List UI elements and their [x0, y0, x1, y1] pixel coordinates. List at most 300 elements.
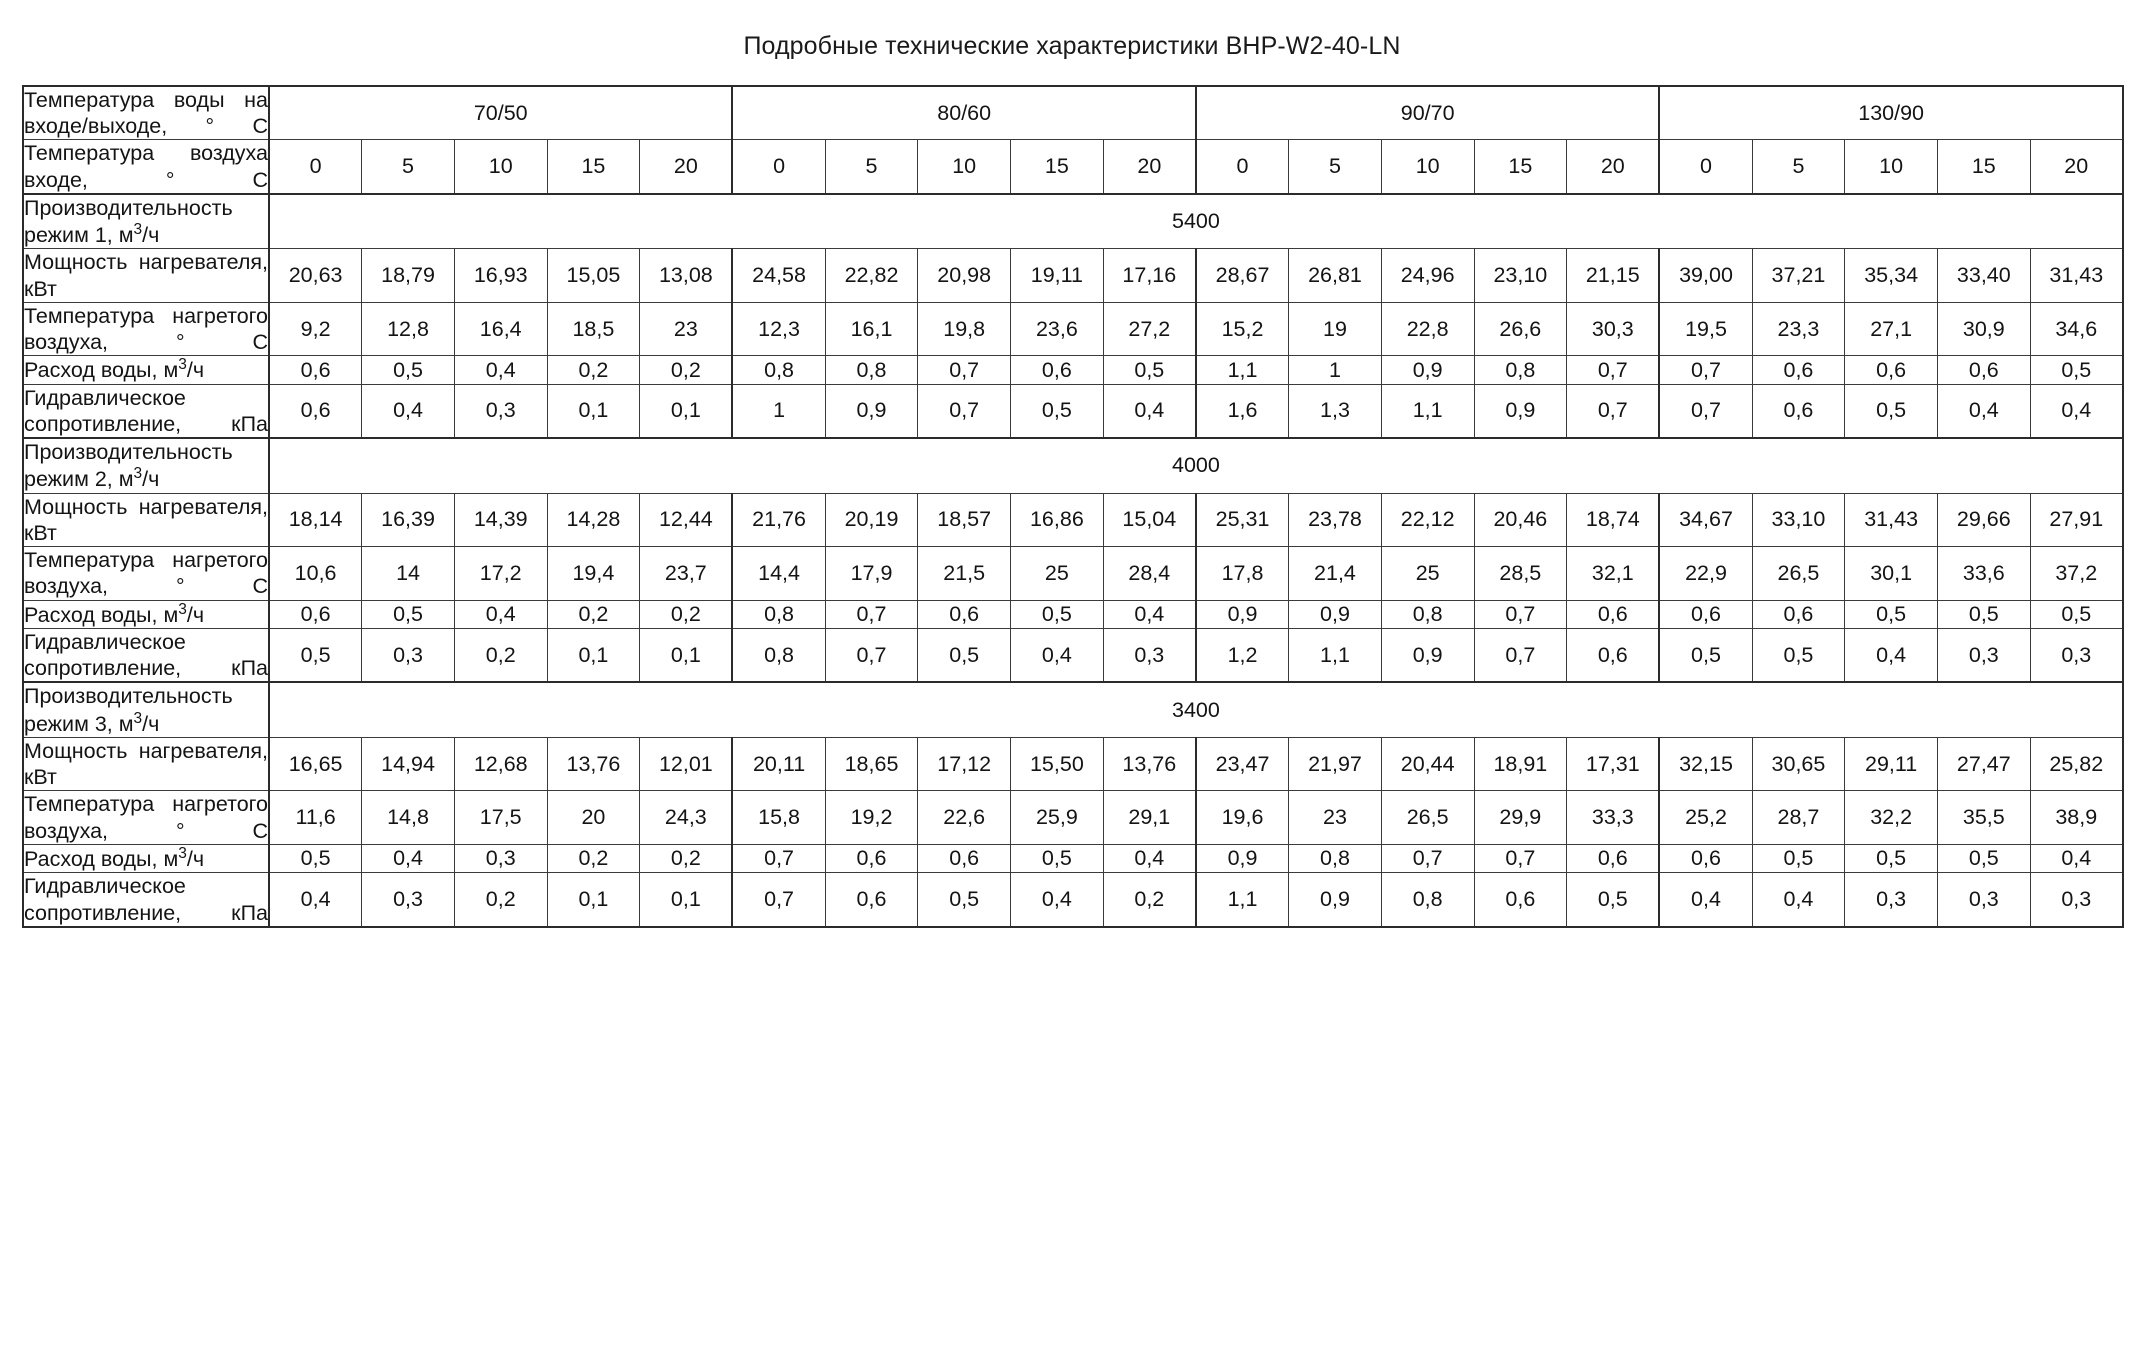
table-cell: 0,4: [1845, 629, 1938, 683]
table-cell: 0,6: [825, 873, 918, 927]
table-cell: 0,7: [1659, 384, 1752, 438]
table-cell: 23,10: [1474, 249, 1567, 302]
table-cell: 28,67: [1196, 249, 1289, 302]
table-cell: 31,43: [1845, 493, 1938, 546]
table-cell: 0,5: [269, 844, 362, 872]
table-cell: 0,8: [1381, 600, 1474, 628]
row-label: Производительность режим 3, $м^3/ч$: [23, 682, 269, 737]
table-cell: 0,4: [1103, 384, 1196, 438]
table-cell: 21,76: [732, 493, 825, 546]
table-cell: 0,5: [1937, 600, 2030, 628]
table-cell: 17,31: [1567, 738, 1660, 791]
table-cell: 0,6: [1752, 356, 1845, 384]
table-cell: 0,7: [1381, 844, 1474, 872]
table-row: [23, 140, 2123, 194]
table-row: [23, 629, 2123, 683]
table-cell: 0,6: [1845, 356, 1938, 384]
table-cell: 12,44: [640, 493, 733, 546]
table-cell: 14,28: [547, 493, 640, 546]
table-cell: 1,3: [1289, 384, 1382, 438]
table-cell: 23,78: [1289, 493, 1382, 546]
table-cell: 0,3: [2030, 873, 2123, 927]
table-cell: 0,5: [1659, 629, 1752, 683]
row-label: Гидравлическое сопротивление, кПа: [23, 629, 269, 683]
table-cell: 17,9: [825, 547, 918, 600]
row-label: Температура нагретого воздуха, ° С: [24, 303, 268, 355]
table-cell: 5: [825, 140, 918, 194]
table-cell: 33,10: [1752, 493, 1845, 546]
water-temp-group-header: 130/90: [1659, 86, 2122, 140]
table-cell: 0,4: [2030, 384, 2123, 438]
table-cell: 0,8: [1474, 356, 1567, 384]
table-cell: 0,5: [1011, 600, 1104, 628]
table-cell: 18,65: [825, 738, 918, 791]
specifications-table: [22, 85, 2124, 928]
table-cell: 24,58: [732, 249, 825, 302]
table-cell: 5: [1752, 140, 1845, 194]
table-cell: 0,4: [1103, 600, 1196, 628]
table-cell: 19: [1289, 302, 1382, 355]
table-cell: 1: [732, 384, 825, 438]
table-cell: 32,2: [1845, 791, 1938, 844]
table-cell: 26,81: [1289, 249, 1382, 302]
table-cell: 0,2: [1103, 873, 1196, 927]
table-cell: 19,5: [1659, 302, 1752, 355]
table-cell: 0,8: [732, 356, 825, 384]
table-cell: 20: [547, 791, 640, 844]
table-cell: 0,5: [1937, 844, 2030, 872]
table-cell: 0,7: [732, 844, 825, 872]
table-cell: 0,5: [362, 356, 455, 384]
table-cell: 0,1: [547, 384, 640, 438]
table-cell: 13,08: [640, 249, 733, 302]
table-cell: 0,4: [1937, 384, 2030, 438]
table-cell: 30,65: [1752, 738, 1845, 791]
water-temp-group-header: 70/50: [269, 86, 732, 140]
table-cell: 0,7: [1474, 844, 1567, 872]
row-label: Мощность нагревателя, кВт: [24, 494, 268, 545]
capacity-value: 3400: [269, 682, 2123, 737]
table-cell: 28,4: [1103, 547, 1196, 600]
table-cell: 30,1: [1845, 547, 1938, 600]
table-cell: 0,9: [1381, 356, 1474, 384]
table-cell: 0,3: [454, 844, 547, 872]
table-cell: 0,3: [1937, 629, 2030, 683]
table-cell: 19,4: [547, 547, 640, 600]
table-cell: 0,7: [825, 629, 918, 683]
row-label: Производительность режим 1, $м^3/ч$: [23, 194, 269, 249]
table-cell: 16,39: [362, 493, 455, 546]
table-cell: 0: [1196, 140, 1289, 194]
table-cell: 32,1: [1567, 547, 1660, 600]
table-cell: 0,6: [918, 600, 1011, 628]
row-label: Расход воды, $м^3/ч$: [23, 600, 269, 628]
table-row: [23, 384, 2123, 438]
table-cell: 14,4: [732, 547, 825, 600]
table-cell: 25,9: [1011, 791, 1104, 844]
table-cell: 26,5: [1752, 547, 1845, 600]
table-cell: 0,8: [732, 600, 825, 628]
table-cell: 19,6: [1196, 791, 1289, 844]
table-cell: 0,7: [1567, 384, 1660, 438]
table-cell: 0,6: [1474, 873, 1567, 927]
table-cell: 10: [1845, 140, 1938, 194]
table-row: [23, 600, 2123, 628]
table-row: [23, 356, 2123, 384]
table-cell: 18,91: [1474, 738, 1567, 791]
table-cell: 22,82: [825, 249, 918, 302]
row-label: Мощность нагревателя, кВт: [24, 739, 268, 790]
table-cell: 20: [640, 140, 733, 194]
table-cell: 0,9: [1381, 629, 1474, 683]
table-cell: 1: [1289, 356, 1382, 384]
table-cell: 12,01: [640, 738, 733, 791]
table-cell: 0,7: [1567, 356, 1660, 384]
table-cell: 21,4: [1289, 547, 1382, 600]
table-cell: 35,34: [1845, 249, 1938, 302]
table-cell: 29,66: [1937, 493, 2030, 546]
table-cell: 0,1: [640, 873, 733, 927]
table-cell: 15,8: [732, 791, 825, 844]
table-cell: 0,5: [918, 629, 1011, 683]
table-cell: 29,11: [1845, 738, 1938, 791]
table-cell: 20: [2030, 140, 2123, 194]
table-cell: 17,5: [454, 791, 547, 844]
table-cell: 37,21: [1752, 249, 1845, 302]
table-cell: 0,6: [1659, 844, 1752, 872]
table-cell: 20: [1567, 140, 1660, 194]
row-label: Гидравлическое сопротивление, кПа: [23, 873, 269, 927]
table-cell: 16,1: [825, 302, 918, 355]
table-cell: 33,6: [1937, 547, 2030, 600]
table-cell: 25,2: [1659, 791, 1752, 844]
table-cell: 0,2: [640, 356, 733, 384]
page-title: Подробные технические характеристики BHP-W2-40-LN: [743, 32, 1401, 60]
table-cell: 39,00: [1659, 249, 1752, 302]
table-cell: 0,2: [454, 873, 547, 927]
table-cell: 15,04: [1103, 493, 1196, 546]
table-cell: 22,9: [1659, 547, 1752, 600]
table-cell: 0,6: [1659, 600, 1752, 628]
table-cell: 0,5: [1103, 356, 1196, 384]
table-cell: 1,1: [1196, 356, 1289, 384]
table-cell: 19,8: [918, 302, 1011, 355]
table-cell: 10,6: [269, 547, 362, 600]
table-cell: 15: [1011, 140, 1104, 194]
table-cell: 0,3: [454, 384, 547, 438]
capacity-value: 4000: [269, 438, 2123, 493]
table-cell: 14,8: [362, 791, 455, 844]
table-cell: 1,1: [1381, 384, 1474, 438]
table-cell: 0,5: [1011, 384, 1104, 438]
table-cell: 1,1: [1196, 873, 1289, 927]
table-cell: 0,1: [547, 629, 640, 683]
table-cell: 0,6: [269, 600, 362, 628]
table-cell: 21,97: [1289, 738, 1382, 791]
table-cell: 0,4: [454, 356, 547, 384]
table-cell: 0,8: [1289, 844, 1382, 872]
table-row: [23, 194, 2123, 249]
table-cell: 22,8: [1381, 302, 1474, 355]
table-cell: 32,15: [1659, 738, 1752, 791]
table-cell: 24,3: [640, 791, 733, 844]
table-cell: 0,4: [1103, 844, 1196, 872]
capacity-value: 5400: [269, 194, 2123, 249]
table-cell: 28,7: [1752, 791, 1845, 844]
table-cell: 0,4: [362, 384, 455, 438]
table-cell: 14,39: [454, 493, 547, 546]
table-cell: 25: [1381, 547, 1474, 600]
table-cell: 29,1: [1103, 791, 1196, 844]
table-cell: 27,1: [1845, 302, 1938, 355]
table-cell: 0,5: [2030, 600, 2123, 628]
table-row: [23, 438, 2123, 493]
table-cell: 10: [1381, 140, 1474, 194]
table-cell: 38,9: [2030, 791, 2123, 844]
table-cell: 9,2: [269, 302, 362, 355]
table-cell: 20,11: [732, 738, 825, 791]
table-cell: 26,5: [1381, 791, 1474, 844]
table-cell: 22,6: [918, 791, 1011, 844]
table-cell: 23: [640, 302, 733, 355]
table-cell: 0,4: [1011, 873, 1104, 927]
table-cell: 0,6: [825, 844, 918, 872]
table-cell: 0,2: [454, 629, 547, 683]
table-cell: 0,6: [918, 844, 1011, 872]
table-cell: 17,2: [454, 547, 547, 600]
table-cell: 0,9: [1289, 600, 1382, 628]
table-cell: 20,19: [825, 493, 918, 546]
table-cell: 12,3: [732, 302, 825, 355]
table-cell: 0,6: [1752, 600, 1845, 628]
table-cell: 12,8: [362, 302, 455, 355]
table-cell: 27,47: [1937, 738, 2030, 791]
table-cell: 18,5: [547, 302, 640, 355]
table-cell: 0,7: [918, 356, 1011, 384]
table-cell: 0,9: [1474, 384, 1567, 438]
row-label: Температура воздуха входе, ° С: [23, 140, 269, 194]
table-cell: 16,93: [454, 249, 547, 302]
table-cell: 0,5: [362, 600, 455, 628]
table-cell: 1,1: [1289, 629, 1382, 683]
table-cell: 0,3: [362, 873, 455, 927]
table-cell: 0,6: [269, 356, 362, 384]
table-cell: 31,43: [2030, 249, 2123, 302]
table-row: [23, 682, 2123, 737]
table-row: [23, 547, 2123, 600]
table-cell: 21,5: [918, 547, 1011, 600]
table-cell: 15,2: [1196, 302, 1289, 355]
table-cell: 34,67: [1659, 493, 1752, 546]
table-row: [23, 302, 2123, 355]
table-cell: 10: [918, 140, 1011, 194]
table-row: [23, 86, 2123, 140]
table-cell: 13,76: [547, 738, 640, 791]
table-cell: 0,5: [1752, 629, 1845, 683]
table-cell: 0,2: [547, 600, 640, 628]
table-cell: 0,1: [547, 873, 640, 927]
table-cell: 16,65: [269, 738, 362, 791]
table-cell: 0,9: [1196, 844, 1289, 872]
table-cell: 0,6: [1567, 844, 1660, 872]
table-cell: 14: [362, 547, 455, 600]
table-cell: 12,68: [454, 738, 547, 791]
table-cell: 22,12: [1381, 493, 1474, 546]
table-cell: 23,3: [1752, 302, 1845, 355]
table-cell: 0,3: [1845, 873, 1938, 927]
table-cell: 0,7: [1474, 600, 1567, 628]
table-cell: 19,11: [1011, 249, 1104, 302]
table-cell: 0,4: [362, 844, 455, 872]
row-label: Температура воды на входе/выходе, ° С: [24, 88, 268, 139]
row-label: Расход воды, $м^3/ч$: [23, 844, 269, 872]
table-cell: 27,2: [1103, 302, 1196, 355]
table-cell: 0,4: [269, 873, 362, 927]
table-cell: 0,5: [1752, 844, 1845, 872]
table-cell: 1,6: [1196, 384, 1289, 438]
table-cell: 23,47: [1196, 738, 1289, 791]
table-cell: 13,76: [1103, 738, 1196, 791]
row-label: Производительность режим 2, $м^3/ч$: [23, 438, 269, 493]
table-cell: 0,9: [1289, 873, 1382, 927]
table-cell: 25: [1011, 547, 1104, 600]
table-cell: 18,74: [1567, 493, 1660, 546]
table-cell: 10: [454, 140, 547, 194]
table-cell: 0,7: [732, 873, 825, 927]
table-cell: 25,82: [2030, 738, 2123, 791]
row-label: Мощность нагревателя, кВт: [24, 250, 268, 301]
table-cell: 0,5: [1567, 873, 1660, 927]
table-cell: 25,31: [1196, 493, 1289, 546]
table-cell: 0,7: [1659, 356, 1752, 384]
table-cell: 37,2: [2030, 547, 2123, 600]
table-row: [23, 791, 2123, 844]
table-cell: 5: [1289, 140, 1382, 194]
table-cell: 16,86: [1011, 493, 1104, 546]
table-cell: 33,3: [1567, 791, 1660, 844]
table-row: [23, 844, 2123, 872]
row-label: Температура нагретого воздуха, ° С: [24, 548, 268, 599]
table-cell: 0,5: [1845, 600, 1938, 628]
table-cell: 19,2: [825, 791, 918, 844]
table-cell: 0: [1659, 140, 1752, 194]
table-cell: 5: [362, 140, 455, 194]
table-cell: 0,2: [640, 844, 733, 872]
table-row: [23, 873, 2123, 927]
table-cell: 26,6: [1474, 302, 1567, 355]
table-cell: 0,5: [918, 873, 1011, 927]
table-cell: 0,8: [825, 356, 918, 384]
table-cell: 0,3: [1937, 873, 2030, 927]
table-cell: 0,8: [732, 629, 825, 683]
table-row: [23, 738, 2123, 791]
table-cell: 35,5: [1937, 791, 2030, 844]
table-row: [23, 493, 2123, 546]
table-cell: 0: [269, 140, 362, 194]
table-cell: 0,3: [2030, 629, 2123, 683]
table-cell: 0,5: [269, 629, 362, 683]
table-cell: 0,1: [640, 384, 733, 438]
table-cell: 0,9: [1196, 600, 1289, 628]
table-cell: 0,6: [1011, 356, 1104, 384]
table-cell: 0,1: [640, 629, 733, 683]
table-cell: 0,4: [1659, 873, 1752, 927]
row-label: Расход воды, $м^3/ч$: [23, 356, 269, 384]
table-cell: 0,5: [1845, 384, 1938, 438]
table-cell: 0,5: [2030, 356, 2123, 384]
table-cell: 14,94: [362, 738, 455, 791]
table-cell: 0,5: [1011, 844, 1104, 872]
table-cell: 0: [732, 140, 825, 194]
table-cell: 0,2: [547, 356, 640, 384]
table-cell: 20,98: [918, 249, 1011, 302]
table-cell: 0,6: [1752, 384, 1845, 438]
table-cell: 0,8: [1381, 873, 1474, 927]
table-cell: 20,63: [269, 249, 362, 302]
table-cell: 20,44: [1381, 738, 1474, 791]
table-cell: 0,6: [269, 384, 362, 438]
row-label: Гидравлическое сопротивление, кПа: [23, 384, 269, 438]
table-cell: 20,46: [1474, 493, 1567, 546]
table-cell: 0,4: [1752, 873, 1845, 927]
table-cell: 0,9: [825, 384, 918, 438]
table-cell: 0,6: [1937, 356, 2030, 384]
table-cell: 0,2: [547, 844, 640, 872]
table-row: [23, 249, 2123, 302]
table-cell: 15: [1937, 140, 2030, 194]
table-cell: 0,2: [640, 600, 733, 628]
table-cell: 0,7: [825, 600, 918, 628]
table-cell: 23,7: [640, 547, 733, 600]
table-cell: 18,14: [269, 493, 362, 546]
table-cell: 17,8: [1196, 547, 1289, 600]
table-cell: 34,6: [2030, 302, 2123, 355]
table-cell: 11,6: [269, 791, 362, 844]
table-cell: 15,50: [1011, 738, 1104, 791]
table-cell: 18,57: [918, 493, 1011, 546]
water-temp-group-header: 80/60: [732, 86, 1195, 140]
table-cell: 0,3: [1103, 629, 1196, 683]
table-cell: 0,4: [454, 600, 547, 628]
table-cell: 0,7: [1474, 629, 1567, 683]
table-cell: 20: [1103, 140, 1196, 194]
table-cell: 21,15: [1567, 249, 1660, 302]
table-cell: 0,3: [362, 629, 455, 683]
table-cell: 0,4: [1011, 629, 1104, 683]
table-cell: 24,96: [1381, 249, 1474, 302]
table-cell: 16,4: [454, 302, 547, 355]
table-cell: 1,2: [1196, 629, 1289, 683]
table-cell: 15: [547, 140, 640, 194]
table-cell: 17,12: [918, 738, 1011, 791]
table-cell: 30,3: [1567, 302, 1660, 355]
table-cell: 15,05: [547, 249, 640, 302]
table-cell: 33,40: [1937, 249, 2030, 302]
table-cell: 29,9: [1474, 791, 1567, 844]
row-label: Температура нагретого воздуха, ° С: [24, 792, 268, 843]
table-cell: 23,6: [1011, 302, 1104, 355]
table-cell: 0,6: [1567, 629, 1660, 683]
table-cell: 0,4: [2030, 844, 2123, 872]
table-cell: 18,79: [362, 249, 455, 302]
table-cell: 17,16: [1103, 249, 1196, 302]
table-cell: 0,7: [918, 384, 1011, 438]
table-cell: 23: [1289, 791, 1382, 844]
table-cell: 30,9: [1937, 302, 2030, 355]
table-cell: 15: [1474, 140, 1567, 194]
table-cell: 27,91: [2030, 493, 2123, 546]
table-cell: 0,5: [1845, 844, 1938, 872]
